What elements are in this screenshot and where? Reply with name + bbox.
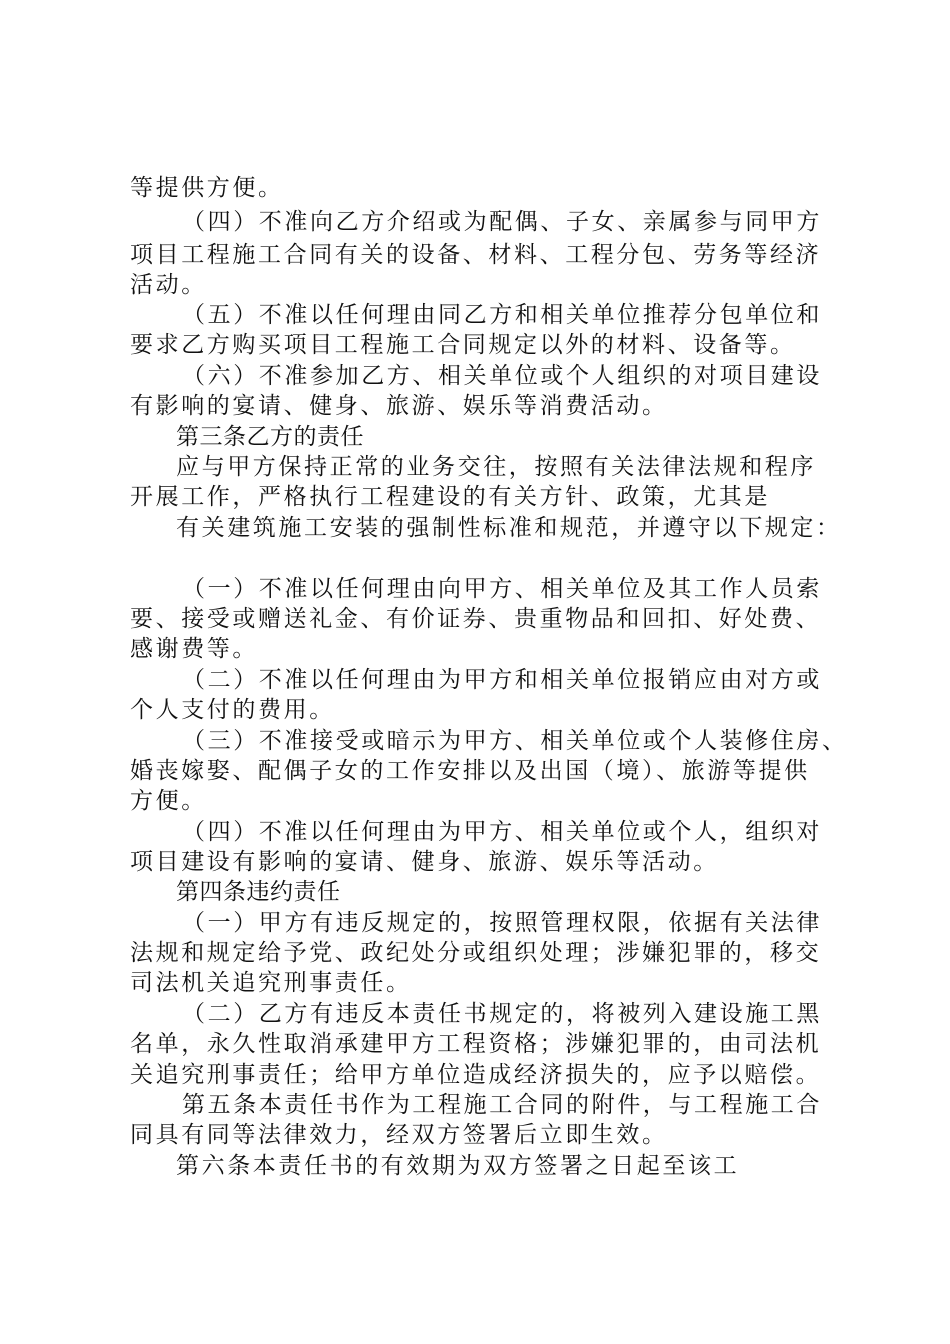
text-line: 司法机关追究刑事责任。 [130, 970, 412, 996]
text-line: 感谢费等。 [130, 636, 258, 662]
text-line: 有影响的宴请、健身、旅游、娱乐等消费活动。 [130, 393, 668, 419]
text-line: 要、接受或赠送礼金、有价证券、贵重物品和回扣、好处费、 [130, 606, 822, 632]
text-line: 法规和规定给予党、政纪处分或组织处理；涉嫌犯罪的，移交 [130, 940, 822, 966]
text-line: （六）不准参加乙方、相关单位或个人组织的对项目建设 [182, 363, 822, 389]
text-line: 关追究刑事责任；给甲方单位造成经济损失的，应予以赔偿。 [130, 1062, 822, 1088]
text-line: 项目工程施工合同有关的设备、材料、工程分包、劳务等经济 [130, 242, 822, 268]
text-line: （五）不准以任何理由同乙方和相关单位推荐分包单位和 [182, 302, 822, 328]
text-line: 名单，永久性取消承建甲方工程资格；涉嫌犯罪的，由司法机 [130, 1031, 822, 1057]
text-line: 活动。 [130, 272, 207, 298]
text-line: （一）甲方有违反规定的，按照管理权限，依据有关法律 [182, 910, 822, 936]
text-line: （一）不准以任何理由向甲方、相关单位及其工作人员索 [182, 576, 822, 602]
text-line: 要求乙方购买项目工程施工合同规定以外的材料、设备等。 [130, 332, 796, 358]
text-line: 婚丧嫁娶、配偶子女的工作安排以及出国（境）、旅游等提供 [130, 758, 810, 784]
text-line: 有关建筑施工安装的强制性标准和规范，并遵守以下规定： [176, 515, 842, 541]
text-line: 应与甲方保持正常的业务交往，按照有关法律法规和程序 [176, 454, 816, 480]
text-line: 方便。 [130, 788, 207, 814]
text-line: 同具有同等法律效力，经双方签署后立即生效。 [130, 1122, 668, 1148]
section-heading: 第四条违约责任 [176, 879, 341, 905]
text-line: （二）不准以任何理由为甲方和相关单位报销应由对方或 [182, 667, 822, 693]
text-line: （四）不准以任何理由为甲方、相关单位或个人，组织对 [182, 819, 822, 845]
text-line: 等提供方便。 [130, 175, 284, 201]
section-heading: 第三条乙方的责任 [176, 424, 364, 450]
text-line: 第六条本责任书的有效期为双方签署之日起至该工 [176, 1153, 740, 1179]
text-line: 个人支付的费用。 [130, 697, 335, 723]
text-line: （三）不准接受或暗示为甲方、相关单位或个人装修住房、 [182, 728, 848, 754]
text-line: （四）不准向乙方介绍或为配偶、子女、亲属参与同甲方 [182, 209, 822, 235]
text-line: （二）乙方有违反本责任书规定的，将被列入建设施工黑 [182, 1001, 822, 1027]
text-line: 开展工作，严格执行工程建设的有关方针、政策，尤其是 [130, 484, 770, 510]
text-line: 第五条本责任书作为工程施工合同的附件，与工程施工合 [182, 1092, 822, 1118]
text-line: 项目建设有影响的宴请、健身、旅游、娱乐等活动。 [130, 849, 719, 875]
